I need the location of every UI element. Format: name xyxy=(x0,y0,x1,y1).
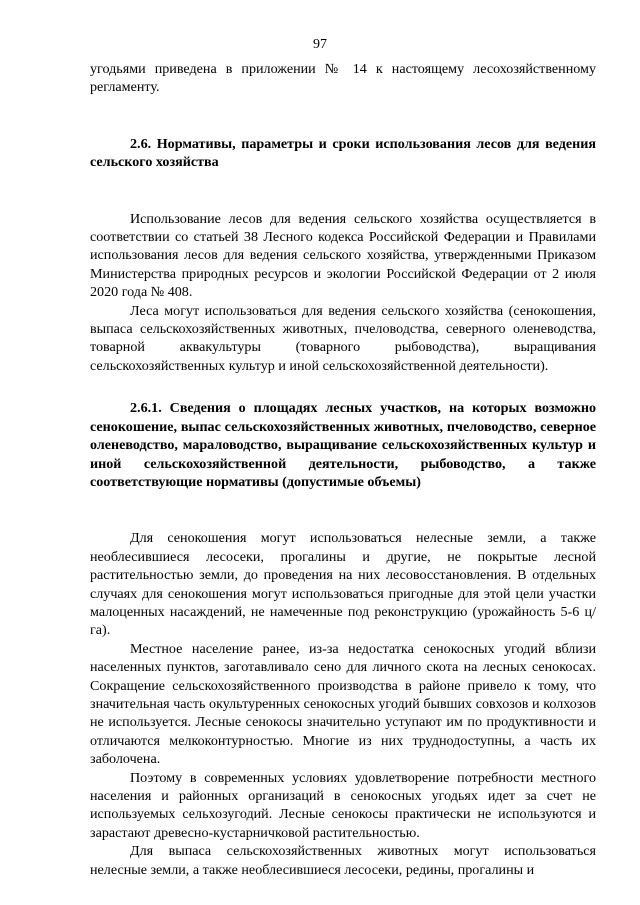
spacer xyxy=(90,491,596,529)
section-2-6-1-heading: 2.6.1. Сведения о площадях лесных участков, на которых возможно сенокошение, выпас сельскохозяйственных животных, пчеловодство, северное оленеводство, мараловодство, выращивание сельскохозяйственных культур и иной сельскохозяйственной деятельности, рыбоводство, а также соответствующие нормативы (допустимые объемы) xyxy=(90,400,596,490)
page-number: 97 xyxy=(313,37,327,52)
body-paragraph: Леса могут использоваться для ведения сельского хозяйства (сенокошения, выпаса сельскохозяйственных животных, пчеловодства, северного оленеводства, товарной аквакультуры (товарного рыбоводства), выращивания сельскохозяйственных культур и иной сельскохозяйственной деятельности). xyxy=(90,302,596,374)
intro-paragraph: угодьями приведена в приложении № 14 к настоящему лесохозяйственному регламенту. xyxy=(90,61,596,96)
body-paragraph: Поэтому в современных условиях удовлетворение потребности местного населения и районных организаций в сенокосных угодьях идет за счет не используемых сельхозугодий. Лесные сенокосы практически не используются и зарастают древесно-кустарничковой растительностью. xyxy=(90,769,596,841)
body-paragraph: Для выпаса сельскохозяйственных животных могут использоваться нелесные земли, а также необлесившиеся лесосеки, редины, прогалины и xyxy=(90,843,596,878)
spacer xyxy=(90,375,596,399)
body-paragraph: Для сенокошения могут использоваться нелесные земли, а также необлесившиеся лесосеки, прогалины и другие, не покрытые лесной растительностью земли, до проведения на них лесовосстановления. В отдельных случаях для сенокошения могут использоваться пригодные для этой цели участки малоценных насаждений, не намеченные под реконструкцию (урожайность 5-6 ц/га). xyxy=(90,530,596,639)
spacer xyxy=(90,97,596,135)
section-2-6-heading: 2.6. Нормативы, параметры и сроки использования лесов для ведения сельского хозяйства xyxy=(90,135,596,171)
body-paragraph: Местное население ранее, из-за недостатка сенокосных угодий вблизи населенных пунктов, заготавливало сено для личного скота на лесных сенокосах. Сокращение сельскохозяйственного производства в районе привело к тому, что значительная часть окультуренных сенокосных угодий бывших совхозов и колхозов не используется. Лесные сенокосы значительно уступают им по продуктивности и отличаются мелкоконтурностью. Многие из них труднодоступны, а часть их заболочена. xyxy=(90,640,596,768)
page-content xyxy=(90,60,596,879)
body-paragraph: Использование лесов для ведения сельского хозяйства осуществляется в соответствии со статьей 38 Лесного кодекса Российской Федерации и Правилами использования лесов для ведения сельского хозяйства, утвержденными Приказом Министерства природных ресурсов и экологии Российской Федерации от 2 июля 2020 года № 408. xyxy=(90,210,596,301)
spacer xyxy=(90,172,596,210)
